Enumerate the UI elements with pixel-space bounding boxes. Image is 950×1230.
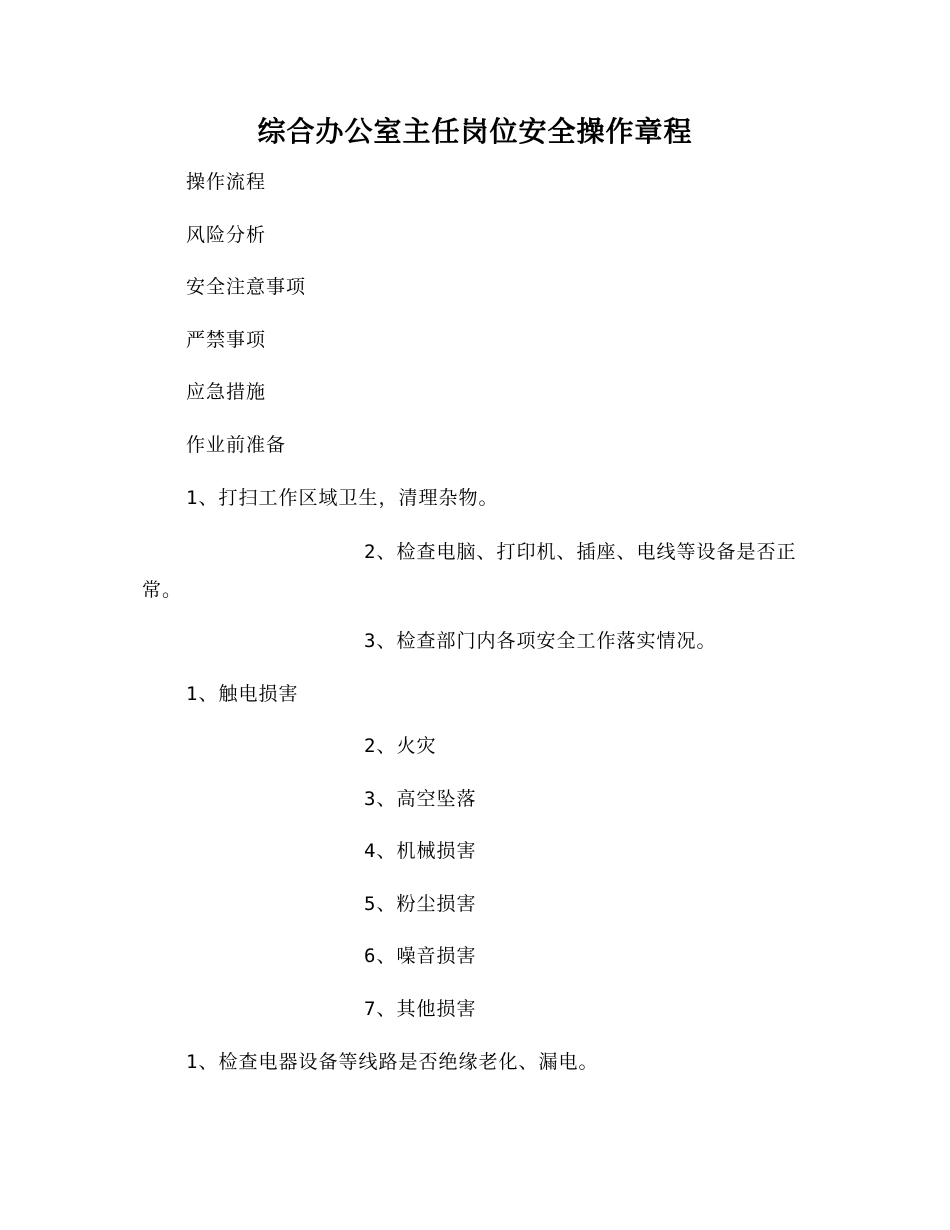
check-item-1: 1、检查电器设备等线路是否绝缘老化、漏电。 <box>186 1051 599 1073</box>
risk-item-2: 2、火灾 <box>364 735 437 757</box>
document-title: 综合办公室主任岗位安全操作章程 <box>257 115 693 148</box>
risk-item-5: 5、粉尘损害 <box>364 893 477 915</box>
prep-item-2: 2、检查电脑、打印机、插座、电线等设备是否正常。 <box>142 541 797 601</box>
risk-item-6: 6、噪音损害 <box>364 945 477 967</box>
section-heading-prohibited: 严禁事项 <box>186 329 267 351</box>
risk-item-1: 1、触电损害 <box>186 683 299 705</box>
section-heading-preparation: 作业前准备 <box>186 434 287 456</box>
section-heading-emergency: 应急措施 <box>186 381 267 403</box>
section-heading-safety-notes: 安全注意事项 <box>186 276 307 298</box>
section-heading-risk-analysis: 风险分析 <box>186 224 267 246</box>
risk-item-4: 4、机械损害 <box>364 840 477 862</box>
section-heading-operation-flow: 操作流程 <box>186 171 267 193</box>
prep-item-1: 1、打扫工作区域卫生，清理杂物。 <box>186 487 499 509</box>
prep-item-3: 3、检查部门内各项安全工作落实情况。 <box>364 630 717 652</box>
risk-item-3: 3、高空坠落 <box>364 788 477 810</box>
risk-item-7: 7、其他损害 <box>364 998 477 1020</box>
